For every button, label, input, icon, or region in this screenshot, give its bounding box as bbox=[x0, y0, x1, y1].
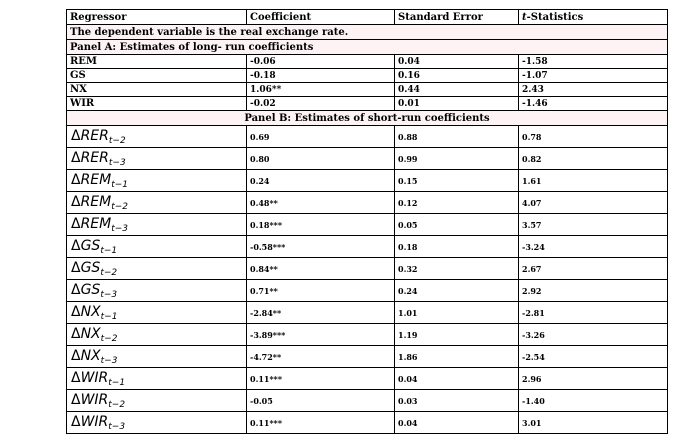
regressor-cell bbox=[67, 126, 247, 148]
regressor-cell bbox=[67, 368, 247, 390]
t-stat-cell: 0.82 bbox=[519, 148, 668, 170]
lag-subscript: t−3 bbox=[108, 157, 126, 168]
t-stat-cell: 2.96 bbox=[519, 368, 668, 390]
t-stat-cell: -2.81 bbox=[519, 302, 668, 324]
coefficient-cell: -0.06 bbox=[247, 55, 395, 69]
std-error-cell: 0.24 bbox=[395, 280, 519, 302]
regressor-cell bbox=[67, 236, 247, 258]
t-stat-cell: 3.57 bbox=[519, 214, 668, 236]
std-error-cell: 0.15 bbox=[395, 170, 519, 192]
coefficient-cell: -4.72** bbox=[247, 346, 395, 368]
coefficient-cell: -0.05 bbox=[247, 390, 395, 412]
regressor-cell: NX bbox=[67, 83, 247, 97]
lag-subscript: t−2 bbox=[100, 333, 118, 344]
std-error-cell: 0.88 bbox=[395, 126, 519, 148]
table-row bbox=[67, 214, 668, 236]
coefficient-cell: -3.89*** bbox=[247, 324, 395, 346]
variable-name: GS bbox=[80, 259, 101, 276]
table-row bbox=[67, 55, 668, 69]
coefficient-cell: 0.24 bbox=[247, 170, 395, 192]
regressor-cell bbox=[67, 346, 247, 368]
table-row bbox=[67, 126, 668, 148]
std-error-cell: 0.44 bbox=[395, 83, 519, 97]
variable-name: RER bbox=[80, 149, 109, 166]
variable-name: REM bbox=[80, 215, 112, 232]
delta-symbol: Δ bbox=[71, 325, 81, 342]
delta-symbol: Δ bbox=[71, 127, 81, 144]
header-regressor: Regressor bbox=[67, 10, 247, 25]
table-row bbox=[67, 324, 668, 346]
coefficient-cell: -0.02 bbox=[247, 97, 395, 111]
lag-subscript: t−1 bbox=[111, 179, 129, 190]
variable-name: REM bbox=[80, 193, 112, 210]
header-row bbox=[67, 10, 668, 25]
coefficient-cell: 0.11*** bbox=[247, 412, 395, 434]
std-error-cell: 0.18 bbox=[395, 236, 519, 258]
variable-name: NX bbox=[80, 347, 101, 364]
panel-b-title: Panel B: Estimates of short-run coefficients bbox=[67, 111, 668, 126]
table-row bbox=[67, 97, 668, 111]
coefficient-cell: 0.84** bbox=[247, 258, 395, 280]
variable-name: NX bbox=[80, 325, 101, 342]
coefficient-cell: -0.18 bbox=[247, 69, 395, 83]
delta-symbol: Δ bbox=[71, 193, 81, 210]
std-error-cell: 0.12 bbox=[395, 192, 519, 214]
lag-subscript: t−1 bbox=[100, 311, 118, 322]
variable-name: NX bbox=[80, 303, 101, 320]
regressor-cell: GS bbox=[67, 69, 247, 83]
coefficient-cell: 0.18*** bbox=[247, 214, 395, 236]
header-coefficient: Coefficient bbox=[247, 10, 395, 25]
std-error-cell: 0.01 bbox=[395, 97, 519, 111]
t-stat-cell: -1.58 bbox=[519, 55, 668, 69]
variable-name: GS bbox=[80, 281, 101, 298]
table-row bbox=[67, 346, 668, 368]
variable-name: REM bbox=[80, 171, 112, 188]
panel-a-header bbox=[67, 40, 668, 55]
t-stat-cell: 2.67 bbox=[519, 258, 668, 280]
variable-name: GS bbox=[80, 237, 101, 254]
delta-symbol: Δ bbox=[71, 391, 81, 408]
table-row bbox=[67, 170, 668, 192]
table-row bbox=[67, 412, 668, 434]
lag-subscript: t−2 bbox=[111, 201, 129, 212]
regressor-cell bbox=[67, 280, 247, 302]
table-row bbox=[67, 368, 668, 390]
std-error-cell: 0.04 bbox=[395, 55, 519, 69]
delta-symbol: Δ bbox=[71, 149, 81, 166]
coefficient-cell: -0.58*** bbox=[247, 236, 395, 258]
coefficient-cell: 0.11*** bbox=[247, 368, 395, 390]
std-error-cell: 0.04 bbox=[395, 368, 519, 390]
variable-name: RER bbox=[80, 127, 109, 144]
lag-subscript: t−3 bbox=[108, 421, 126, 432]
delta-symbol: Δ bbox=[71, 171, 81, 188]
table-row bbox=[67, 192, 668, 214]
std-error-cell: 1.01 bbox=[395, 302, 519, 324]
table-row bbox=[67, 69, 668, 83]
delta-symbol: Δ bbox=[71, 237, 81, 254]
regressor-cell bbox=[67, 302, 247, 324]
dependent-variable-note bbox=[67, 25, 668, 40]
std-error-cell: 0.16 bbox=[395, 69, 519, 83]
lag-subscript: t−1 bbox=[100, 245, 118, 256]
t-stat-cell: 0.78 bbox=[519, 126, 668, 148]
delta-symbol: Δ bbox=[71, 303, 81, 320]
t-stat-cell: 3.01 bbox=[519, 412, 668, 434]
regressor-cell bbox=[67, 258, 247, 280]
t-stat-cell: -3.26 bbox=[519, 324, 668, 346]
std-error-cell: 1.86 bbox=[395, 346, 519, 368]
table-row bbox=[67, 83, 668, 97]
std-error-cell: 1.19 bbox=[395, 324, 519, 346]
table-row bbox=[67, 236, 668, 258]
coefficient-cell: 0.71** bbox=[247, 280, 395, 302]
delta-symbol: Δ bbox=[71, 215, 81, 232]
regressor-cell bbox=[67, 390, 247, 412]
t-stat-cell: 2.43 bbox=[519, 83, 668, 97]
variable-name: WIR bbox=[80, 369, 109, 386]
lag-subscript: t−2 bbox=[100, 267, 118, 278]
table-row bbox=[67, 258, 668, 280]
delta-symbol: Δ bbox=[71, 369, 81, 386]
lag-subscript: t−3 bbox=[100, 355, 118, 366]
coefficient-cell: 0.48** bbox=[247, 192, 395, 214]
header-t-statistics: t-Statistics bbox=[519, 10, 668, 25]
regressor-cell: WIR bbox=[67, 97, 247, 111]
coefficient-cell: 1.06** bbox=[247, 83, 395, 97]
panel-a-title: Panel A: Estimates of long- run coefficients bbox=[67, 40, 668, 55]
t-stat-cell: 1.61 bbox=[519, 170, 668, 192]
regressor-cell bbox=[67, 412, 247, 434]
delta-symbol: Δ bbox=[71, 347, 81, 364]
lag-subscript: t−3 bbox=[111, 223, 129, 234]
coefficient-cell: -2.84** bbox=[247, 302, 395, 324]
variable-name: WIR bbox=[80, 413, 109, 430]
t-stat-cell: -1.46 bbox=[519, 97, 668, 111]
coefficient-cell: 0.69 bbox=[247, 126, 395, 148]
regressor-cell bbox=[67, 324, 247, 346]
std-error-cell: 0.99 bbox=[395, 148, 519, 170]
regressor-cell bbox=[67, 192, 247, 214]
table-row bbox=[67, 302, 668, 324]
regressor-cell bbox=[67, 170, 247, 192]
note-text: The dependent variable is the real exchange rate. bbox=[67, 25, 668, 40]
delta-symbol: Δ bbox=[71, 259, 81, 276]
panel-b-header bbox=[67, 111, 668, 126]
coefficient-cell: 0.80 bbox=[247, 148, 395, 170]
t-stat-cell: -1.07 bbox=[519, 69, 668, 83]
table-row bbox=[67, 390, 668, 412]
regressor-cell bbox=[67, 148, 247, 170]
t-stat-cell: -1.40 bbox=[519, 390, 668, 412]
std-error-cell: 0.04 bbox=[395, 412, 519, 434]
lag-subscript: t−1 bbox=[108, 377, 126, 388]
table-row bbox=[67, 148, 668, 170]
delta-symbol: Δ bbox=[71, 413, 81, 430]
t-stat-cell: 4.07 bbox=[519, 192, 668, 214]
t-stat-cell: -2.54 bbox=[519, 346, 668, 368]
regression-table bbox=[66, 9, 668, 434]
std-error-cell: 0.32 bbox=[395, 258, 519, 280]
table-row bbox=[67, 280, 668, 302]
lag-subscript: t−2 bbox=[108, 399, 126, 410]
lag-subscript: t−2 bbox=[108, 135, 126, 146]
std-error-cell: 0.05 bbox=[395, 214, 519, 236]
t-stat-cell: 2.92 bbox=[519, 280, 668, 302]
delta-symbol: Δ bbox=[71, 281, 81, 298]
variable-name: WIR bbox=[80, 391, 109, 408]
t-stat-cell: -3.24 bbox=[519, 236, 668, 258]
std-error-cell: 0.03 bbox=[395, 390, 519, 412]
lag-subscript: t−3 bbox=[100, 289, 118, 300]
regressor-cell bbox=[67, 214, 247, 236]
regressor-cell: REM bbox=[67, 55, 247, 69]
header-std-error: Standard Error bbox=[395, 10, 519, 25]
